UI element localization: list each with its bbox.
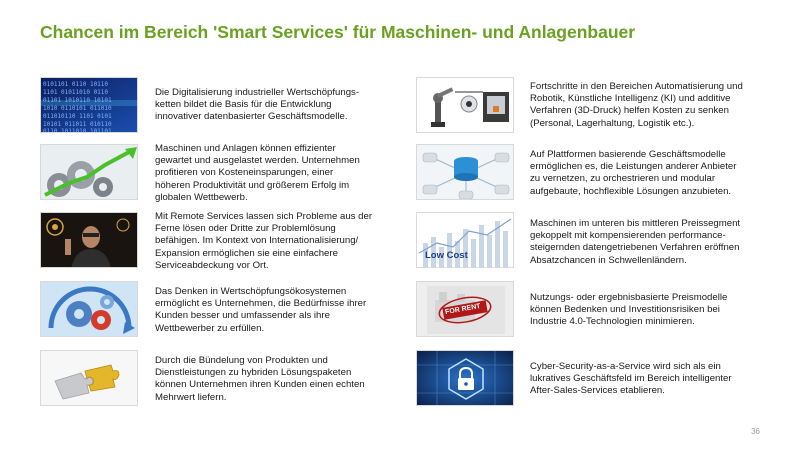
puzzle-pieces-image — [40, 350, 138, 406]
svg-text:0101101 0110 10110: 0101101 0110 10110 — [43, 81, 109, 88]
right-item-4-text: Nutzungs- oder ergebnisbasierte Preismodelle können Bedenken und Investitionsrisiken bei Industrie 4.0-Technologien minimieren. — [530, 292, 728, 328]
svg-text:1010 0110101 011010: 1010 0110101 011010 — [43, 105, 112, 112]
low-cost-chart-image — [416, 212, 514, 268]
automation-robotics-image — [416, 77, 514, 133]
for-rent-stamp-image — [416, 281, 514, 337]
page-number: 36 — [751, 427, 760, 436]
low-cost-label: Low Cost — [425, 250, 468, 261]
binary-code-image — [40, 77, 138, 133]
right-item-2-text: Auf Plattformen basierende Geschäftsmodelle ermöglichen es, die Leistungen anderer Anbieter zu vernetzen, zu orchestrieren und modular aufgebaute, hochflexible Lösungen anzubieten. — [530, 149, 737, 197]
svg-text:01101 1010110 10101: 01101 1010110 10101 — [43, 97, 112, 104]
platform-network-image — [416, 144, 514, 200]
right-item-5-text: Cyber-Security-as-a-Service wird sich als ein lukratives Geschäftsfeld im Bereich intelligenter After-Sales-Services etablieren. — [530, 361, 732, 397]
remote-user-image — [40, 212, 138, 268]
svg-text:0110 1011010 101101: 0110 1011010 101101 — [43, 128, 112, 133]
left-item-5-text: Durch die Bündelung von Produkten und Dienstleistungen zu hybriden Lösungspaketen können Unternehmen ihren Kunden einen echten Mehrwert liefern. — [155, 355, 365, 403]
right-item-1-text: Fortschritte in den Bereichen Automatisierung und Robotik, Künstliche Intelligenz (KI) und additive Verfahren (3D-Druck) helfen Kosten zu senken (Personal, Lagerhaltung, Logistik etc.). — [530, 81, 743, 129]
for-rent-stamp-label: FOR RENT — [444, 302, 482, 317]
right-item-3-text: Maschinen im unteren bis mittleren Preissegment gekoppelt mit kompensierenden performance- steigernden datengetriebenen Verfahren eröffnen Absatzchancen in Schwellenländern. — [530, 218, 741, 266]
svg-text:1101 01011010 0110: 1101 01011010 0110 — [43, 89, 109, 96]
growth-arrow-image — [40, 144, 138, 200]
left-item-1-text: Die Digitalisierung industrieller Wertschöpfungs- ketten bildet die Basis für die Entwicklung innovativer datenbasierter Geschäftsmodelle. — [155, 87, 360, 123]
left-item-3-text: Mit Remote Services lassen sich Probleme aus der Ferne lösen oder Dritte zur Problemlösung befähigen. Im Kontext von Internationalisierung/ Expansion ermöglichen sie eine einfachere Serviceabdeckung vor Ort. — [155, 211, 373, 271]
page-title: Chancen im Bereich 'Smart Services' für Maschinen- und Anlagenbauer — [40, 22, 636, 42]
svg-text:10101 011011 010110: 10101 011011 010110 — [43, 121, 112, 128]
svg-text:011010110 1101 0101: 011010110 1101 0101 — [43, 113, 112, 120]
left-item-2-text: Maschinen und Anlagen können effizienter gewartet und ausgelastet werden. Unternehmen profitieren von Kosteneinsparungen, einer höheren Produktivität und größerem Erfolg im globalen Wettbewerb. — [155, 143, 360, 203]
cyber-security-lock-image — [416, 350, 514, 406]
left-item-4-text: Das Denken in Wertschöpfungsökosystemen ermöglicht es Unternehmen, die Bedürfnisse ihrer Kunden besser und umfassender als ihre Wettbewerber zu erfüllen. — [155, 286, 367, 334]
gears-ecosystem-image — [40, 281, 138, 337]
